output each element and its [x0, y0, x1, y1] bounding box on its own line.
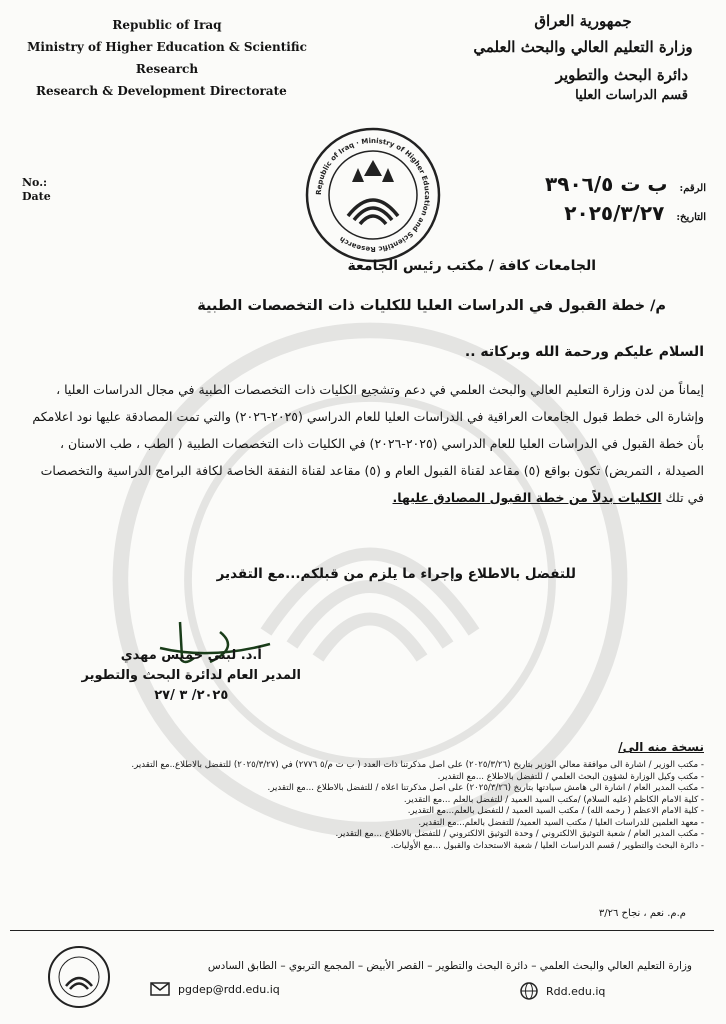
en-directorate: Research & Development Directorate: [36, 84, 287, 98]
letter-closing: للتفضل بالاطلاع وإجراء ما يلزم من قبلكم...مع التقدير: [216, 566, 576, 582]
signer-name: أ.د. لبنى خميس مهدي: [120, 648, 262, 663]
paragraph-underlined: الكليات بدلاً من خطة القبول المصادق عليها.: [392, 490, 662, 505]
footer-divider: [10, 930, 714, 1017]
en-country: Republic of Iraq: [112, 18, 222, 32]
list-item: - معهد العلمين للدراسات العليا / مكتب السيد العميد/ للتفضل بالعلم...مع التقدير.: [14, 818, 704, 830]
ref-date-value: ٢٠٢٥/٣/٢٧: [564, 201, 665, 225]
arabic-letterhead: [458, 12, 708, 103]
list-item: - كلية الامام الاعظم ( رحمه الله) / مكتب السيد العميد / للتفضل بالعلم...مع التقدير.: [14, 806, 704, 818]
ref-date-label: التاريخ:: [676, 212, 706, 223]
ar-directorate: دائرة البحث والتطوير: [555, 66, 688, 84]
ar-ministry: وزارة التعليم العالي والبحث العلمي: [473, 38, 693, 56]
en-research: Research: [135, 62, 199, 76]
footer-email: [150, 982, 280, 996]
date-label: Date: [22, 190, 51, 203]
paragraph-text: إيماناً من لدن وزارة التعليم العالي والبحث العلمي في دعم وتشجيع الكليات ذات التخصصات الطبية في مجال الدراسات العليا ، وإشارة الى خطط قبول الجامعات العراقية في الدراسات العليا للعام الدراسي (٢٠٢٥-٢٠٢٦) والتي تمت المصادقة عليها نود اعلامكم بأن خطة القبول في الدراسات العليا للعام الدراسي (٢٠٢٥-٢٠٢٦) في الكليات ذات التخصصات الطبية ( الطب ، طب الاسنان ، الصيدلة ، التمريض) تكون بواقع (٥) مقاعد لقناة القبول العام و (٥) مقاعد لقناة النفقة الخاصة لكافة البرامج الدراسية والتخصصات في تلك: [32, 382, 704, 505]
english-letterhead: [22, 14, 312, 102]
footer-address: وزارة التعليم العالي والبحث العلمي – دائرة البحث والتطوير – القصر الأبيض – المجمع التربوي – الطابق السادس: [207, 960, 692, 972]
ar-ref-block: [545, 172, 706, 230]
preparer-note: م.م. نعم ، نجاح ٣/٢٦: [598, 908, 686, 919]
mail-icon: [150, 982, 170, 996]
footer-logo-icon: [46, 944, 112, 1010]
en-ministry: Ministry of Higher Education & Scientific: [27, 40, 307, 54]
website-link[interactable]: Rdd.edu.iq: [546, 984, 606, 998]
signer-title: المدير العام لدائرة البحث والتطوير: [81, 668, 301, 683]
list-item: - مكتب المدير العام / شعبة التوثيق الالكتروني / وحدة التوثيق الالكتروني / للتفضل بالاطلاع ...مع التقدير.: [14, 829, 704, 841]
letter-recipient: الجامعات كافة / مكتب رئيس الجامعة: [347, 258, 596, 274]
letter-greeting: السلام عليكم ورحمة الله وبركاته ..: [464, 344, 704, 360]
ar-department: قسم الدراسات العليا: [575, 88, 688, 103]
globe-icon: [520, 982, 538, 1000]
list-item: - كلية الامام الكاظم (عليه السلام) /مكتب السيد العميد / للتفضل بالعلم ...مع التقدير.: [14, 795, 704, 807]
signer-block: [82, 646, 302, 706]
seal-text: Republic of Iraq · Ministry of Higher Education and Scientific Research: [314, 136, 432, 253]
list-item: - مكتب وكيل الوزارة لشؤون البحث العلمي / للتفضل بالاطلاع ...مع التقدير.: [14, 772, 704, 784]
letter-subject: م/ خطة القبول في الدراسات العليا للكليات ذات التخصصات الطبية: [197, 298, 666, 314]
ar-country: جمهورية العراق: [534, 12, 632, 30]
email-link[interactable]: pgdep@rdd.edu.iq: [178, 982, 280, 996]
footer-website: [520, 982, 605, 1000]
copies-title: نسخة منه الى/: [618, 740, 704, 754]
ref-no-value: ب ت ٣٩٠٦/٥: [545, 172, 668, 196]
ministry-seal: [302, 124, 444, 266]
ref-no-label: الرقم:: [679, 183, 706, 194]
list-item: - دائرة البحث والتطوير / قسم الدراسات العليا / شعبة الاستحداث والقبول ...مع الأوليات.: [14, 841, 704, 853]
no-label: No.:: [22, 176, 48, 189]
list-item: - مكتب الوزير / اشارة الى موافقة معالي الوزير بتاريخ (٢٠٢٥/٣/٢٦) على اصل مذكرتنا ذات العدد ( ب ت م/٥ ٢٧٧٦) في (٢٠٢٥/٣/٢٧) للتفضل بالاطلاع..مع التقدير.: [14, 760, 704, 772]
en-ref-labels: [22, 176, 51, 204]
signer-date: ٢٠٢٥/ ٣ /٢٧: [154, 688, 229, 703]
letter-paragraph: [22, 376, 704, 511]
copies-list: [14, 760, 704, 852]
list-item: - مكتب المدير العام / اشارة الى هامش سيادتها بتاريخ (٢٠٢٥/٣/٢٦) على اصل مذكرتنا اعلاه / للتفضل بالاطلاع ...مع التقدير.: [14, 783, 704, 795]
svg-text:Republic of Iraq · Ministry of: [315, 137, 431, 253]
